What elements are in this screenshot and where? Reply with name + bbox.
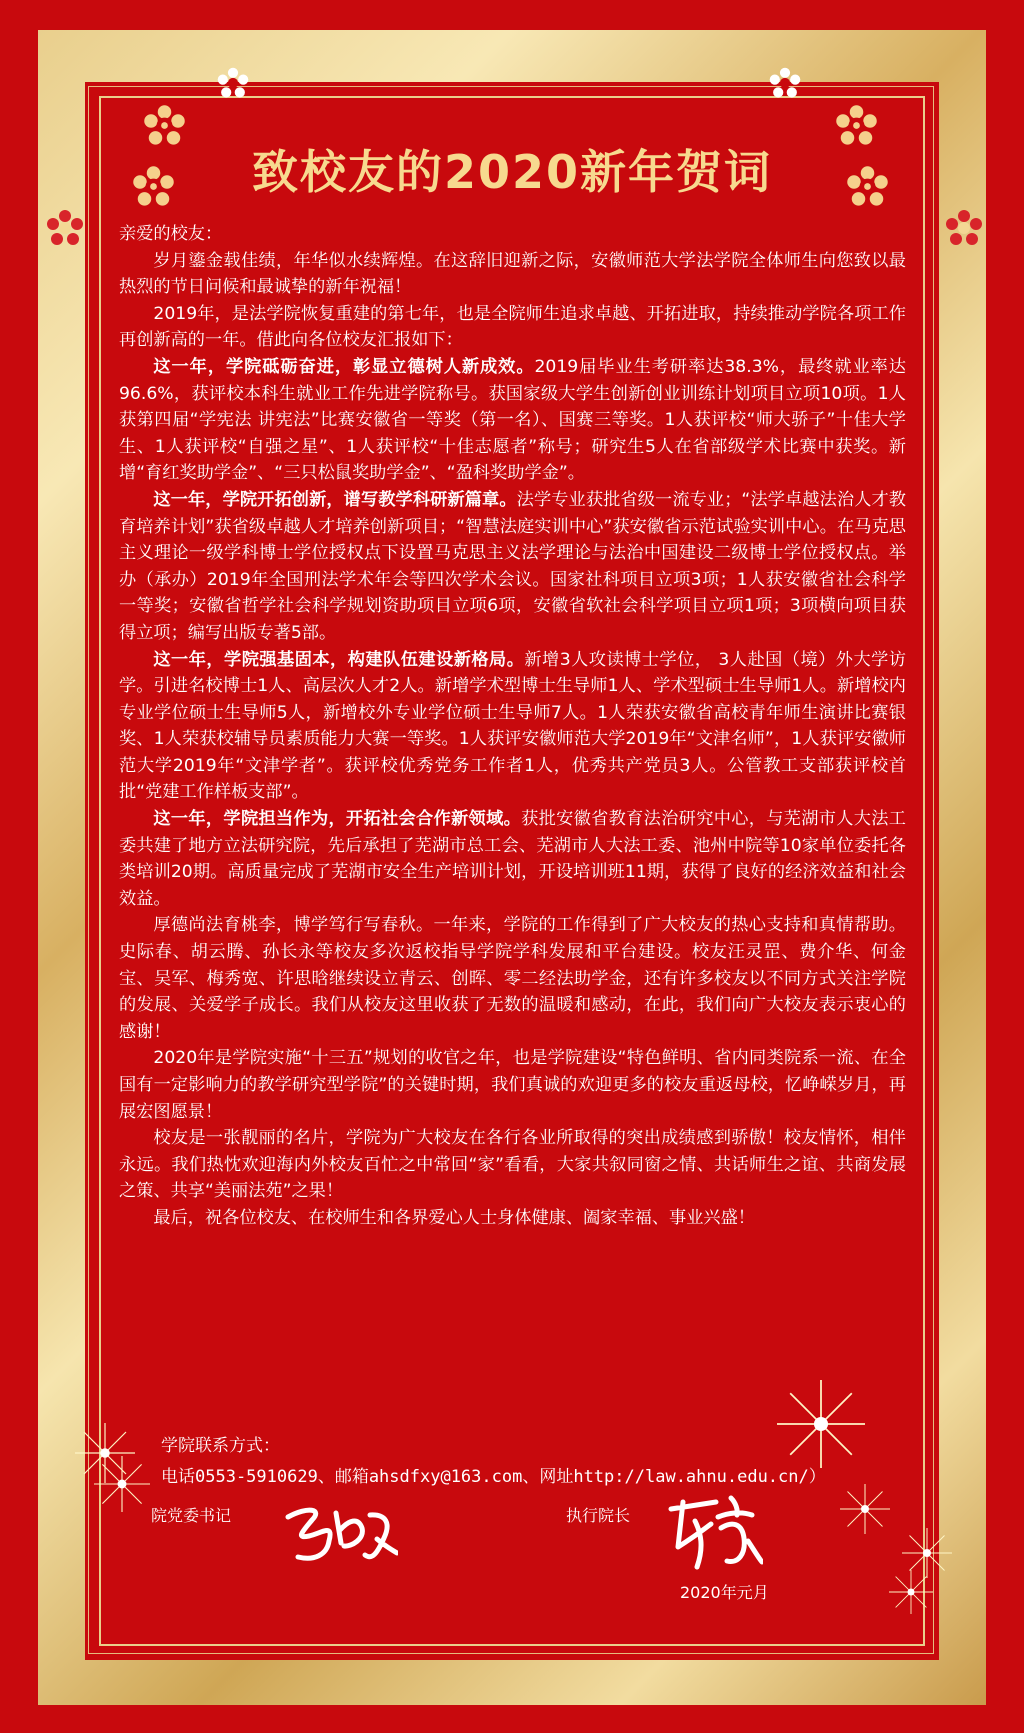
letter-date: 2020年元月 <box>680 1583 769 1602</box>
plum-flower-icon <box>944 208 984 248</box>
letter-body <box>119 221 906 1232</box>
paragraph-talent-cultivation <box>119 354 906 487</box>
sparkle-icon <box>94 1456 150 1512</box>
paragraph-social-cooperation <box>119 806 906 912</box>
sparkle-icon <box>840 1484 890 1534</box>
letter-title: 致校友的2020新年贺词 <box>251 145 773 199</box>
paragraph-invitation: 校友是一张靓丽的名片，学院为广大校友在各行各业所取得的突出成绩感到骄傲！校友情怀，相伴永远。我们热忱欢迎海内外校友百忙之中常回“家”看看，大家共叙同窗之情、共话师生之谊、共商发展之策、共享“美丽法苑”之果！ <box>119 1128 906 1202</box>
section-heading: 这一年，学院强基固本，构建队伍建设新格局。 <box>153 649 525 670</box>
section-text: 2019届毕业生考研率达38.3%，最终就业率达96.6%，获评校本科生就业工作先进学院称号。获国家级大学生创新创业训练计划项目立项10项。1人获第四届“学宪法 讲宪法”比赛安徽省一等奖（第一名）、国赛三等奖。1人获评校“师大骄子”十佳大学生、1人获评校“自强之星”、1人获评校“十佳志愿者”称号；研究生5人在省部级学术比赛中获奖。新增“育红奖助学金”、“三只松鼠奖助学金”、“盈科奖助学金”。 <box>119 356 906 484</box>
sparkle-icon <box>889 1570 933 1614</box>
paragraph-overview: 2019年，是法学院恢复重建的第七年，也是全院师生追求卓越、开拓进取，持续推动学院各项工作再创新高的一年。借此向各位校友汇报如下： <box>119 303 906 351</box>
paragraph-teaching-research <box>119 487 906 647</box>
section-heading: 这一年，学院砥砺奋进，彰显立德树人新成效。 <box>153 356 535 377</box>
party-secretary-signature <box>283 1499 398 1569</box>
salutation: 亲爱的校友： <box>119 224 223 244</box>
contact-title: 学院联系方式： <box>161 1436 280 1456</box>
paragraph-faculty-building <box>119 647 906 807</box>
plum-flower-icon <box>768 66 802 100</box>
party-secretary-label: 院党委书记 <box>151 1506 232 1525</box>
section-heading: 这一年，学院担当作为，开拓社会合作新领域。 <box>153 809 522 830</box>
section-text: 法学专业获批省级一流专业；“法学卓越法治人才教育培养计划”获省级卓越人才培养创新项目；“智慧法庭实训中心”获安徽省示范试验实训中心。在马克思主义理论一级学科博士学位授权点下设置马克思主义法学理论与法治中国建设二级博士学位授权点。举办（承办）2019年全国刑法学术年会等四次学术会议。国家社科项目立项3项；1人获安徽省社会科学一等奖；安徽省哲学社会科学规划资助项目立项6项，安徽省软社会科学项目立项1项；3项横向项目获得立项；编写出版专著5部。 <box>119 489 906 643</box>
paragraph-alumni-thanks: 厚德尚法育桃李，博学笃行写春秋。一年来，学院的工作得到了广大校友的热心支持和真情帮助。史际春、胡云腾、孙长永等校友多次返校指导学院学科发展和平台建设。校友汪灵罡、费介华、何金宝、吴军、梅秀宽、许思晗继续设立青云、创晖、零二经法助学金，还有许多校友以不同方式关注学院的发展、关爱学子成长。我们从校友这里收获了无数的温暖和感动，在此，我们向广大校友表示衷心的感谢！ <box>119 915 906 1042</box>
executive-dean-label: 执行院长 <box>566 1506 631 1525</box>
paragraph-greeting: 岁月鎏金载佳绩，年华似水续辉煌。在这辞旧迎新之际，安徽师范大学法学院全体师生向您致以最热烈的节日问候和最诚挚的新年祝福！ <box>119 250 906 298</box>
contact-block <box>161 1431 826 1493</box>
paragraph-closing-wishes: 最后，祝各位校友、在校师生和各界爱心人士身体健康、阖家幸福、事业兴盛！ <box>153 1207 755 1228</box>
section-text: 获批安徽省教育法治研究中心，与芜湖市人大法工委共建了地方立法研究院，先后承担了芜湖市总工会、芜湖市人大法工委、池州中院等10家单位委托各类培训20期。高质量完成了芜湖市安全生产培训计划，开设培训班11期，获得了良好的经济效益和社会效益。 <box>119 809 906 909</box>
plum-flower-icon <box>216 66 250 100</box>
executive-dean-signature <box>666 1493 763 1573</box>
section-heading: 这一年，学院开拓创新，谱写教学科研新篇章。 <box>153 489 517 510</box>
contact-details: 电话0553-5910629、邮箱ahsdfxy@163.com、网址http://law.ahnu.edu.cn/） <box>161 1467 826 1487</box>
plum-flower-icon <box>45 208 85 248</box>
paragraph-future: 2020年是学院实施“十三五”规划的收官之年，也是学院建设“特色鲜明、省内同类院系一流、在全国有一定影响力的教学研究型学院”的关键时期，我们真诚的欢迎更多的校友重返母校，忆峥嵘岁月，再展宏图愿景！ <box>119 1048 906 1122</box>
section-text: 新增3人攻读博士学位， 3人赴国（境）外大学访学。引进名校博士1人、高层次人才2人。新增学术型博士生导师1人、学术型硕士生导师1人。新增校内专业学位硕士生导师5人，新增校外专业学位硕士生导师7人。1人荣获安徽省高校青年师生演讲比赛银奖、1人荣获校辅导员素质能力大赛一等奖。1人获评安徽师范大学2019年“文津名师”，1人获评安徽师范大学2019年“文津学者”。获评校优秀党务工作者1人，优秀共产党员3人。公管教工支部获评校首批“党建工作样板支部”。 <box>119 649 906 803</box>
